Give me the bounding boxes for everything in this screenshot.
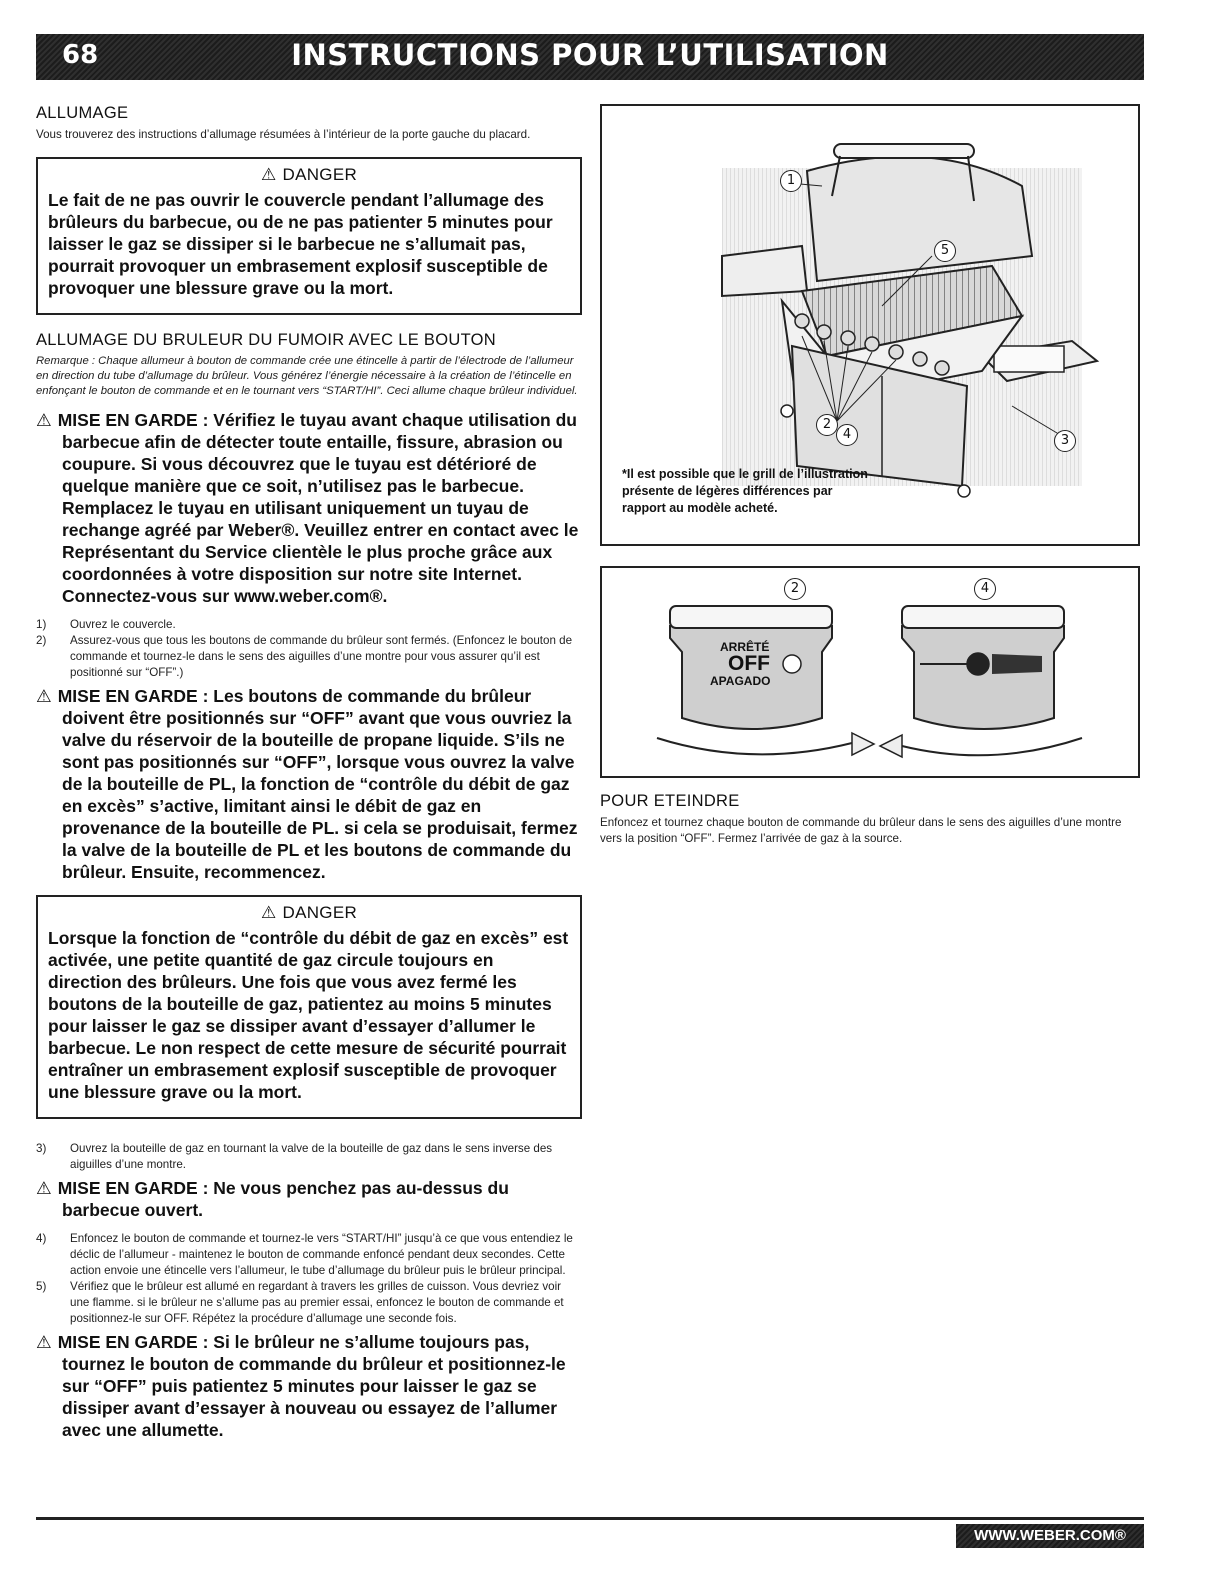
allumage-heading: ALLUMAGE bbox=[36, 104, 129, 122]
warning-triangle-icon: ⚠ bbox=[260, 165, 277, 184]
steps-4-5 bbox=[36, 1231, 582, 1327]
callout-1: 1 bbox=[780, 170, 802, 192]
danger-body-1: Le fait de ne pas ouvrir le couvercle pendant l’allumage des brûleurs du barbecue, ou de ne pas patienter 5 minutes pour laisser le gaz se dissiper si le barbecue ne s’allumait pas, pourrait provoquer un embrasement explosif susceptible de provoquer une blessure grave ou la mort. bbox=[48, 190, 553, 298]
left-side-table bbox=[722, 246, 807, 296]
side-burner-cover bbox=[994, 346, 1064, 372]
warning-triangle-icon: ⚠ bbox=[36, 1332, 52, 1352]
clockwise-arrow bbox=[657, 738, 852, 754]
left-column bbox=[36, 104, 582, 1441]
ignite-icon bbox=[967, 653, 989, 675]
danger-box-2 bbox=[36, 895, 582, 1119]
pour-eteindre-text: Enfoncez et tournez chaque bouton de commande du brûleur dans le sens des aiguilles d’une montre vers la position “OFF”. Fermez l’arrivée de gaz à la source. bbox=[600, 816, 1122, 845]
right-column bbox=[600, 104, 1144, 847]
warning-triangle-icon: ⚠ bbox=[36, 410, 52, 430]
callout-5: 5 bbox=[934, 240, 956, 262]
knob-label-4: 4 bbox=[974, 578, 996, 600]
arrow-head-left-icon bbox=[880, 735, 902, 757]
page-number: 68 bbox=[62, 40, 99, 70]
callout-4: 4 bbox=[836, 424, 858, 446]
warning-triangle-icon: ⚠ bbox=[36, 686, 52, 706]
fumoir-heading: ALLUMAGE DU BRULEUR DU FUMOIR AVEC LE BOUTON bbox=[36, 331, 497, 349]
warning-knobs-off: ⚠ MISE EN GARDE : Les boutons de commande du brûleur doivent être positionnés sur “OFF” avant que vous ouvriez la valve du réservoir de la bouteille de propane liquide. S’ils ne sont pas positionnés sur “OFF”, lorsque vous ouvrez la valve de la bouteille de PL, la fonction de “contrôle du débit de gaz en excès” s’active, limitant ainsi le débit de gaz en provenance de la bouteille de PL. si cela se produisait, fermez la valve de la bouteille de PL et les boutons de commande du brûleur. Ensuite, recommencez. bbox=[36, 686, 578, 882]
footer-url[interactable]: WWW.WEBER.COM® bbox=[956, 1524, 1144, 1548]
grill-figure bbox=[600, 104, 1140, 546]
knob-label-2: 2 bbox=[784, 578, 806, 600]
callout-2: 2 bbox=[816, 414, 838, 436]
warning-lean: ⚠ MISE EN GARDE : Ne vous penchez pas au-dessus du barbecue ouvert. bbox=[36, 1178, 509, 1220]
knob-off: OFF bbox=[728, 652, 770, 675]
warning-triangle-icon: ⚠ bbox=[36, 1178, 52, 1198]
caster-wheel bbox=[958, 485, 970, 497]
danger-body-2: Lorsque la fonction de “contrôle du débit de gaz en excès” est activée, une petite quantité de gaz circule toujours en direction des brûleurs. Une fois que vous avez fermé les boutons de la bouteille de gaz, patientez au moins 5 minutes pour laisser le gaz se dissiper avant d’essayer d’allumer le barbecue. Le non respect de cette mesure de sécurité pourrait entraîner un embrasement explosif susceptible de provoquer une blessure grave ou la mort. bbox=[48, 928, 569, 1102]
warning-no-ignite: ⚠ MISE EN GARDE : Si le brûleur ne s’allume toujours pas, tournez le bouton de commande du brûleur et positionnez-le sur “OFF” puis patientez 5 minutes pour laisser le gaz se dissiper avant d’essayer à nouveau ou essayez de l’allumer avec une allumette. bbox=[36, 1332, 566, 1440]
step-3 bbox=[36, 1141, 582, 1173]
pour-eteindre-heading: POUR ETEINDRE bbox=[600, 792, 740, 810]
footer-rule bbox=[36, 1517, 1144, 1520]
remarque-text: Remarque : Chaque allumeur à bouton de commande crée une étincelle à partir de l’électrode de l’allumeur en direction du tube d’allumage du brûleur. Vous générez l’énergie nécessaire à la création de l’étincelle en enfonçant le bouton de commande et en le tournant vers “START/HI”. Ceci allume chaque brûleur individuel. bbox=[36, 355, 578, 397]
knob-figure bbox=[600, 566, 1140, 778]
start-marker bbox=[992, 654, 1042, 674]
counterclockwise-arrow bbox=[902, 738, 1082, 755]
list-item: 2) Assurez-vous que tous les boutons de commande du brûleur sont fermés. (Enfoncez le bouton de commande et tournez-le dans le sens des aiguilles d’une montre pour vous assurer qu’il est positionné sur “OFF”.) bbox=[36, 634, 573, 679]
page-title: INSTRUCTIONS POUR L’UTILISATION bbox=[291, 38, 889, 72]
allumage-text: Vous trouverez des instructions d’allumage résumées à l’intérieur de la porte gauche du placard. bbox=[36, 128, 531, 141]
danger-title-1: ⚠ DANGER bbox=[260, 165, 358, 184]
caster-wheel bbox=[781, 405, 793, 417]
warning-hose-check: ⚠ MISE EN GARDE : Vérifiez le tuyau avant chaque utilisation du barbecue afin de détecter toute entaille, fissure, abrasion ou coupure. Si vous découvrez que le tuyau est détérioré de quelque manière que ce soit, n’utilisez pas le barbecue. Remplacez le tuyau en utilisant uniquement un tuyau de rechange agréé par Weber®. Veuillez entrer en contact avec le Représentant du Service clientèle le plus proche grâce aux coordonnées à votre disposition sur notre site Internet. Connectez-vous sur www.weber.com®. bbox=[36, 410, 579, 606]
list-item: 4) Enfoncez le bouton de commande et tournez-le vers “START/HI” jusqu’à ce que vous entendiez le déclic de l’allumeur - maintenez le bouton de commande enfoncé pendant deux secondes. Cette action envoie une étincelle vers l’allumeur, le tube d’allumage du brûleur puis le brûleur principal. bbox=[36, 1232, 573, 1277]
figure-note: *Il est possible que le grill de l’illustration présente de légères différences par rapport au modèle acheté. bbox=[622, 467, 868, 515]
off-circle-icon bbox=[783, 655, 801, 673]
danger-title-2: ⚠ DANGER bbox=[260, 903, 358, 922]
list-item: 5) Vérifiez que le brûleur est allumé en regardant à travers les grilles de cuisson. Vous devriez voir une flamme. si le brûleur ne s’allume pas au premier essai, enfoncez le bouton de commande et positionnez-le sur OFF. Répétez la procédure d’allumage une seconde fois. bbox=[36, 1280, 564, 1325]
list-item: 1) Ouvrez le couvercle. bbox=[36, 618, 176, 631]
knob-arrete: ARRÊTÉ bbox=[720, 640, 770, 654]
knob-apagado: APAGADO bbox=[710, 674, 771, 688]
danger-box-1 bbox=[36, 157, 582, 315]
arrow-head-right-icon bbox=[852, 733, 874, 755]
list-item: 3) Ouvrez la bouteille de gaz en tournant la valve de la bouteille de gaz dans le sens inverse des aiguilles d’une montre. bbox=[36, 1142, 553, 1171]
header-bar bbox=[36, 34, 1144, 80]
lid-handle bbox=[834, 144, 974, 158]
callout-3: 3 bbox=[1054, 430, 1076, 452]
knob-right bbox=[902, 626, 1064, 729]
warning-triangle-icon: ⚠ bbox=[260, 903, 277, 922]
steps-1-2 bbox=[36, 617, 582, 681]
knob-illustration bbox=[602, 568, 1142, 780]
